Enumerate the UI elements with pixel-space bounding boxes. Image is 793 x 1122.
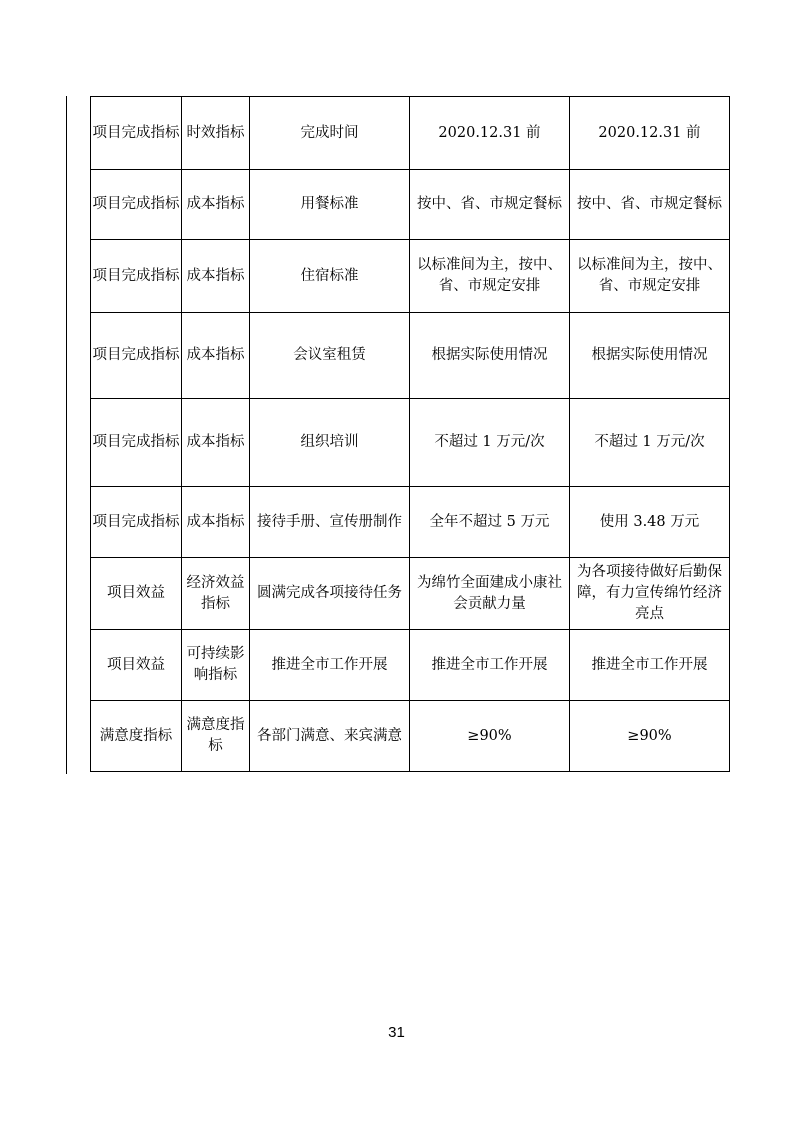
level2-indicator-cell: 可持续影响指标	[182, 630, 250, 701]
level3-indicator-cell: 用餐标准	[250, 170, 410, 240]
target-value-cell: 不超过 1 万元/次	[410, 399, 570, 487]
level1-indicator-cell: 项目完成指标	[91, 399, 182, 487]
actual-value-cell: 2020.12.31 前	[570, 97, 730, 170]
level1-indicator-cell: 项目效益	[91, 630, 182, 701]
level2-indicator-cell: 时效指标	[182, 97, 250, 170]
level3-indicator-cell: 各部门满意、来宾满意	[250, 701, 410, 772]
actual-value-cell: 按中、省、市规定餐标	[570, 170, 730, 240]
actual-value-cell: 使用 3.48 万元	[570, 487, 730, 558]
level2-indicator-cell: 成本指标	[182, 399, 250, 487]
performance-indicator-table	[90, 96, 730, 772]
actual-value-cell: 以标准间为主，按中、省、市规定安排	[570, 240, 730, 313]
level2-indicator-cell: 经济效益指标	[182, 558, 250, 630]
level2-indicator-cell: 成本指标	[182, 170, 250, 240]
level2-indicator-cell: 成本指标	[182, 487, 250, 558]
table-row	[91, 170, 730, 240]
actual-value-cell: 不超过 1 万元/次	[570, 399, 730, 487]
target-value-cell: 推进全市工作开展	[410, 630, 570, 701]
level1-indicator-cell: 项目完成指标	[91, 170, 182, 240]
page-number: 31	[388, 1024, 405, 1041]
level3-indicator-cell: 推进全市工作开展	[250, 630, 410, 701]
actual-value-cell: 推进全市工作开展	[570, 630, 730, 701]
level2-indicator-cell: 成本指标	[182, 240, 250, 313]
level3-indicator-cell: 接待手册、宣传册制作	[250, 487, 410, 558]
table-row	[91, 240, 730, 313]
level3-indicator-cell: 完成时间	[250, 97, 410, 170]
target-value-cell: 为绵竹全面建成小康社会贡献力量	[410, 558, 570, 630]
table-row	[91, 313, 730, 399]
actual-value-cell: 为各项接待做好后勤保障，有力宣传绵竹经济亮点	[570, 558, 730, 630]
level1-indicator-cell: 项目完成指标	[91, 97, 182, 170]
table-row	[91, 630, 730, 701]
target-value-cell: 全年不超过 5 万元	[410, 487, 570, 558]
target-value-cell: 根据实际使用情况	[410, 313, 570, 399]
table-row	[91, 701, 730, 772]
table-row	[91, 558, 730, 630]
actual-value-cell: ≥90%	[570, 701, 730, 772]
table-row	[91, 399, 730, 487]
level3-indicator-cell: 组织培训	[250, 399, 410, 487]
level1-indicator-cell: 满意度指标	[91, 701, 182, 772]
target-value-cell: 2020.12.31 前	[410, 97, 570, 170]
level2-indicator-cell: 满意度指标	[182, 701, 250, 772]
level3-indicator-cell: 会议室租赁	[250, 313, 410, 399]
target-value-cell: 以标准间为主，按中、省、市规定安排	[410, 240, 570, 313]
level1-indicator-cell: 项目完成指标	[91, 313, 182, 399]
actual-value-cell: 根据实际使用情况	[570, 313, 730, 399]
table-row	[91, 487, 730, 558]
table-row	[91, 97, 730, 170]
level1-indicator-cell: 项目完成指标	[91, 487, 182, 558]
level1-indicator-cell: 项目效益	[91, 558, 182, 630]
target-value-cell: 按中、省、市规定餐标	[410, 170, 570, 240]
level3-indicator-cell: 住宿标准	[250, 240, 410, 313]
level1-indicator-cell: 项目完成指标	[91, 240, 182, 313]
target-value-cell: ≥90%	[410, 701, 570, 772]
left-border-line	[66, 96, 67, 774]
level2-indicator-cell: 成本指标	[182, 313, 250, 399]
level3-indicator-cell: 圆满完成各项接待任务	[250, 558, 410, 630]
